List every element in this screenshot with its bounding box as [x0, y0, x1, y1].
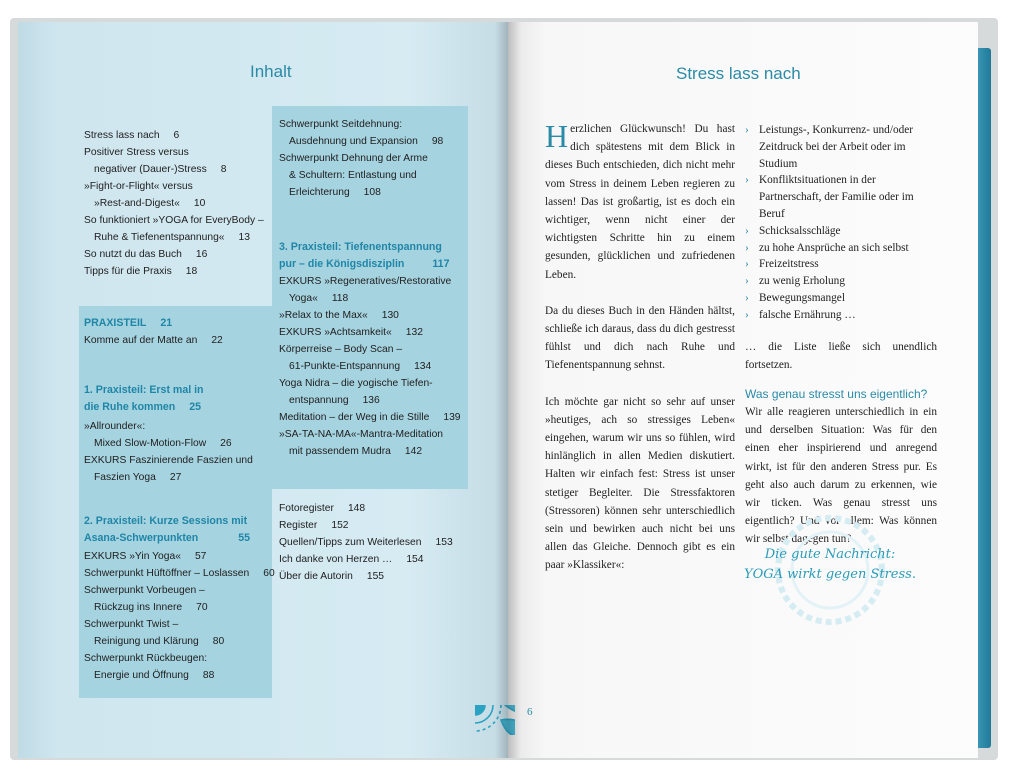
list-item: › zu wenig Erholung: [745, 273, 937, 290]
toc-column1-top: [84, 127, 284, 280]
toc-entry: So nutzt du das Buch 16: [84, 249, 208, 260]
toc-entry: Rückzug ins Innere 70: [94, 602, 208, 613]
highlight-quote: Die gute Nachricht: YOGA wirkt gegen Stress.: [744, 547, 916, 582]
praxisteil-3-heading: 3. Praxisteil: Tiefenentspannung: [279, 241, 442, 253]
toc-entry: Energie und Öffnung 88: [94, 670, 215, 681]
list-item: › Freizeitstress: [745, 256, 937, 273]
toc-column2: [279, 116, 469, 460]
page-number: 6: [527, 706, 533, 718]
toc-entry: »Rest-and-Digest« 10: [94, 198, 206, 209]
bullet-arrow-icon: ›: [745, 224, 749, 237]
toc-entry: Mixed Slow-Motion-Flow 26: [94, 438, 232, 449]
toc-entry: Komme auf der Matte an 22: [84, 335, 223, 346]
toc-entry: »SA-TA-NA-MA«-Mantra-Meditation: [279, 429, 444, 440]
book-gutter: [495, 22, 521, 758]
toc-entry: Stress lass nach 6: [84, 130, 180, 141]
praxisteil-1-heading: 1. Praxisteil: Erst mal in: [84, 384, 204, 396]
bullet-arrow-icon: ›: [745, 275, 749, 288]
toc-entry: »Relax to the Max« 130: [279, 310, 399, 321]
toc-column2-end: [279, 500, 469, 585]
bullet-arrow-icon: ›: [745, 174, 749, 187]
bullet-arrow-icon: ›: [745, 308, 749, 321]
praxisteil-1-heading-line2: die Ruhe kommen 25: [84, 401, 202, 413]
toc-entry: Positiver Stress versus: [84, 147, 189, 158]
toc-entry: Körperreise – Body Scan –: [279, 344, 403, 355]
paragraph-3: Ich möchte gar nicht so sehr auf unser »heutiges, ach so stressiges Leben« eingehen, warum wir uns so fühlen, wird hinlänglich in allen Medien diskutiert. Halten wir einfach fest: Stress ist unser stetiger Begleiter. Die Stressfaktoren (Stressoren) können sehr unterschiedlich sein und bewirken auch nicht bei uns allen das Gleiche. Dennoch gibt es ein paar »Klassiker«:: [545, 395, 735, 572]
toc-entry: Schwerpunkt Hüftöffner – Loslassen 60: [84, 568, 275, 579]
body-column-right: [745, 122, 937, 549]
toc-entry: Erleichterung 108: [289, 187, 381, 198]
chapter-title: Stress lass nach: [676, 64, 801, 83]
list-item: › Bewegungsmangel: [745, 290, 937, 307]
toc-entry: Schwerpunkt Dehnung der Arme: [279, 153, 428, 164]
toc-entry: Faszien Yoga 27: [94, 472, 182, 483]
toc-entry: entspannung 136: [289, 395, 380, 406]
toc-entry: Register 152: [279, 520, 349, 531]
toc-entry: So funktioniert »YOGA for EveryBody –: [84, 215, 264, 226]
bullet-arrow-icon: ›: [745, 124, 749, 136]
toc-entry: Yoga Nidra – die yogische Tiefen-: [279, 378, 433, 389]
praxisteil-3-heading-line2: pur – die Königsdisziplin 117: [279, 258, 450, 270]
toc-title: Inhalt: [250, 62, 292, 81]
toc-entry: 61-Punkte-Entspannung 134: [289, 361, 432, 372]
toc-entry: EXKURS »Yin Yoga« 57: [84, 551, 207, 562]
intro-paragraph: Herzlichen Glückwunsch! Du hast dich spätestens mit dem Blick in dieses Buch entschieden, dich nicht mehr vom Stress in deinem Leben regieren zu lassen! Das ist großartig, ist es doch ein wichtiger, wenn nicht einer der wichtigsten Schritte hin zu einem gesunden, glücklichen und zufriedenen Leben.: [545, 118, 735, 281]
toc-entry: EXKURS Faszinierende Faszien und: [84, 455, 253, 466]
toc-entry: Schwerpunkt Vorbeugen –: [84, 585, 205, 596]
list-continuation: … die Liste ließe sich unendlich fortsetzen.: [745, 340, 937, 371]
bullet-arrow-icon: ›: [745, 291, 749, 304]
list-item: › zu hohe Ansprüche an sich selbst: [745, 240, 937, 257]
list-item: › Leistungs-, Konkurrenz- und/oder Zeitdruck bei der Arbeit oder im Studium: [745, 124, 914, 170]
toc-entry: Schwerpunkt Twist –: [84, 619, 179, 630]
subheading: Was genau stresst uns eigentlich?: [745, 386, 928, 401]
toc-entry: Schwerpunkt Seitdehnung:: [279, 119, 403, 130]
toc-entry: »Fight-or-Flight« versus: [84, 181, 193, 192]
paragraph-4: Wir alle reagieren unterschiedlich in ein und derselben Situation: Was für den einen eher inspirierend und anregend wirkt, ist für den anderen Stress pur. Es geht also auch darum zu erkennen, wie wir ticken. Was genau stresst uns eigentlich? Und vor allem: Was können wir selbst dagegen tun?: [745, 405, 937, 546]
toc-entry: Yoga« 118: [289, 293, 349, 304]
toc-praxisteil: [84, 315, 279, 684]
toc-entry: Über die Autorin 155: [279, 571, 385, 582]
praxisteil-heading: PRAXISTEIL 21: [84, 317, 173, 329]
praxisteil-2-heading-line2: Asana-Schwerpunkten 55: [84, 532, 251, 544]
list-item: › Konfliktsituationen in der Partnerschaft, der Familie oder im Beruf: [745, 174, 914, 220]
toc-entry: EXKURS »Regeneratives/Restorative: [279, 276, 452, 287]
list-item: › falsche Ernährung …: [745, 307, 937, 324]
toc-entry: »Allrounder«:: [84, 421, 146, 432]
toc-entry: Schwerpunkt Rückbeugen:: [84, 653, 208, 664]
toc-entry: Fotoregister 148: [279, 503, 366, 514]
paragraph-2: Da du dieses Buch in den Händen hältst, schließe ich daraus, dass du dich gestresst fühlst und dich nach Ruhe und Tiefenentspannung sehnst.: [545, 304, 735, 372]
toc-entry: EXKURS »Achtsamkeit« 132: [279, 327, 423, 338]
dropcap: H: [545, 118, 569, 154]
body-column-left: [545, 120, 735, 575]
bullet-arrow-icon: ›: [745, 241, 749, 254]
toc-entry: Ausdehnung und Expansion 98: [289, 136, 444, 147]
praxisteil-2-heading: 2. Praxisteil: Kurze Sessions mit: [84, 515, 248, 527]
toc-entry: & Schultern: Entlastung und: [289, 170, 417, 181]
toc-entry: mit passendem Mudra 142: [289, 446, 423, 457]
toc-entry: Meditation – der Weg in die Stille 139: [279, 412, 461, 423]
toc-entry: Tipps für die Praxis 18: [84, 266, 198, 277]
bullet-arrow-icon: ›: [745, 258, 749, 271]
toc-entry: Quellen/Tipps zum Weiterlesen 153: [279, 537, 453, 548]
toc-entry: Ich danke von Herzen … 154: [279, 554, 424, 565]
toc-entry: Ruhe & Tiefenentspannung« 13: [94, 232, 250, 243]
toc-entry: negativer (Dauer-)Stress 8: [94, 164, 227, 175]
toc-entry: Reinigung und Klärung 80: [94, 636, 225, 647]
list-item: › Schicksalsschläge: [745, 223, 937, 240]
stress-factor-list: [745, 122, 937, 324]
